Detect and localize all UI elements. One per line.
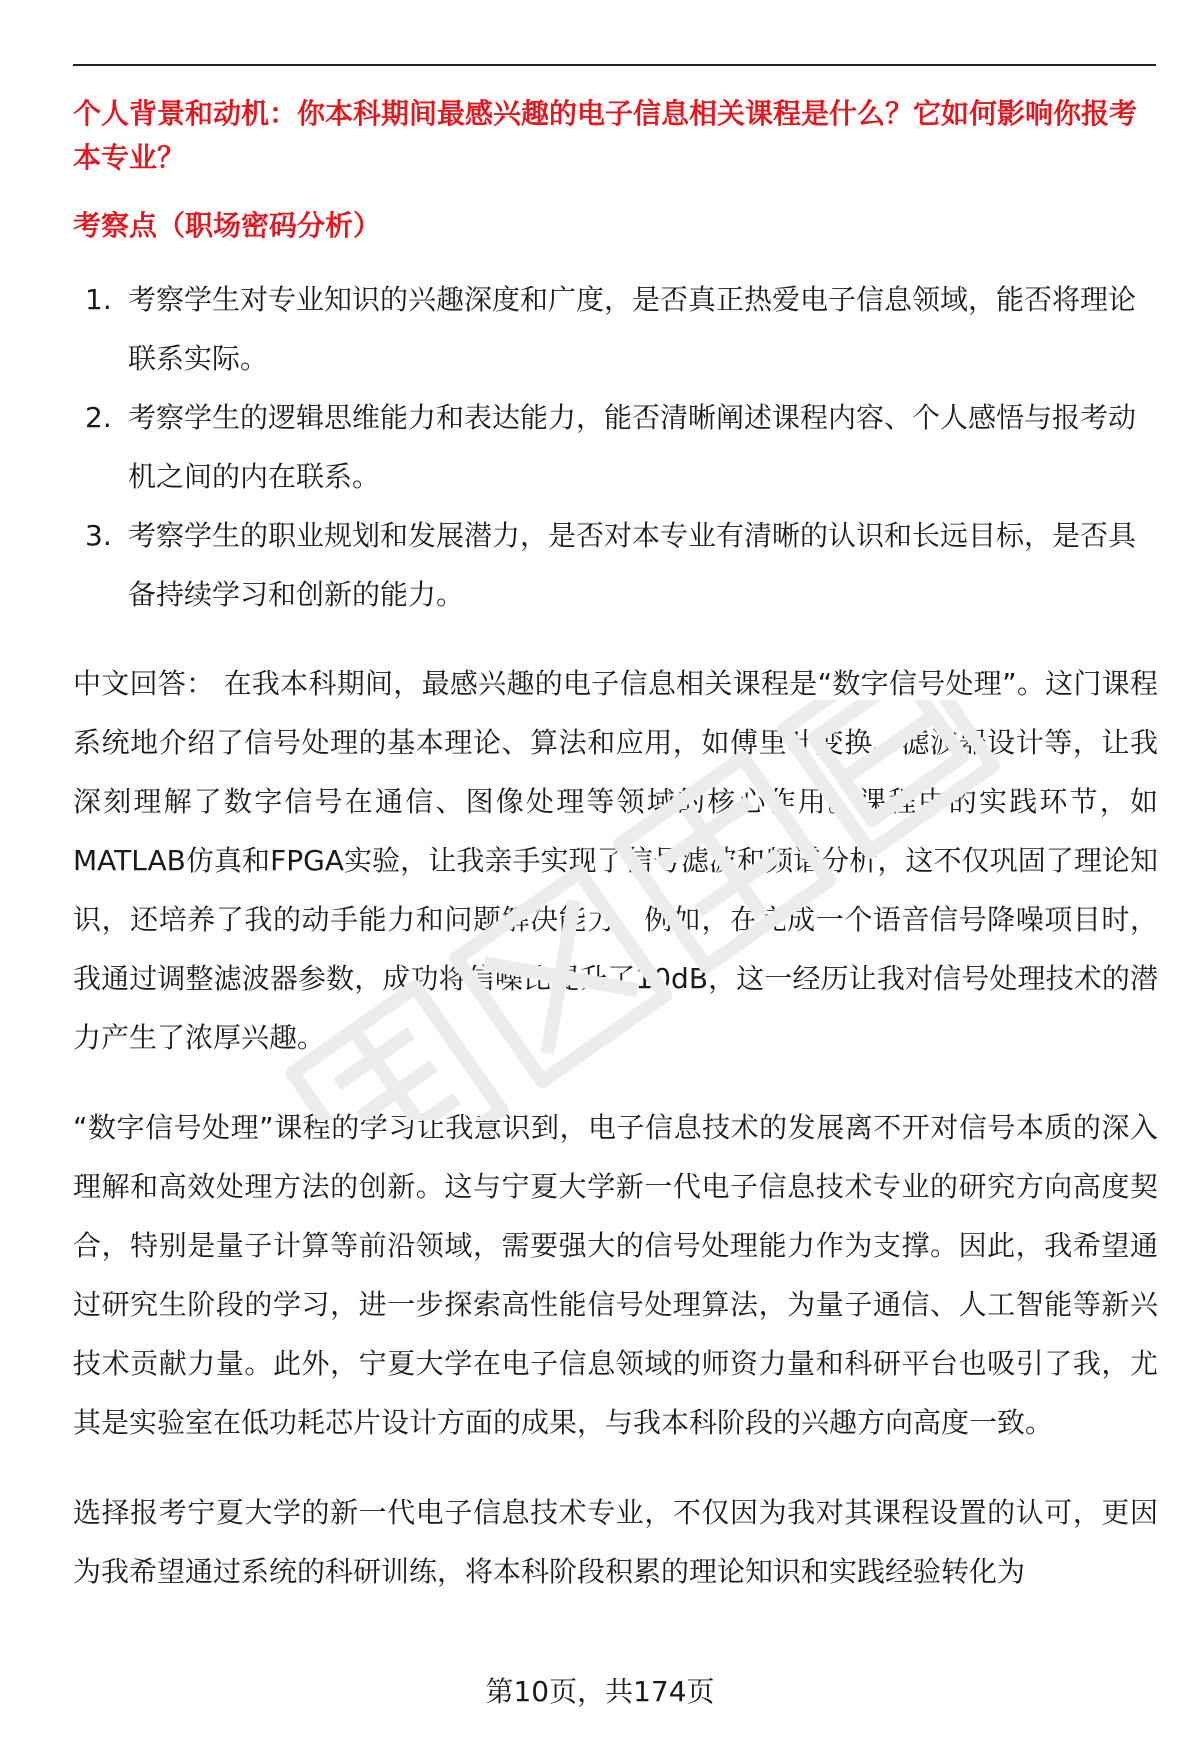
list-item xyxy=(73,506,1158,624)
list-item xyxy=(73,388,1158,506)
header-rule xyxy=(73,64,1156,66)
assessment-points-list xyxy=(73,270,1158,624)
answer-paragraph: 选择报考宁夏大学的新一代电子信息技术专业，不仅因为我对其课程设置的认可，更因为我希望通过系统的科研训练，将本科阶段积累的理论知识和实践经验转化为 xyxy=(73,1496,1158,1588)
answer-paragraph: 中文回答： 在我本科期间，最感兴趣的电子信息相关课程是“数字信号处理”。这门课程系统地介绍了信号处理的基本理论、算法和应用，如傅里叶变换、滤波器设计等，让我深刻理解了数字信号在通信、图像处理等领域的核心作用。课程中的实践环节，如MATLAB仿真和FPGA实验，让我亲手实现了信号滤波和频谱分析，这不仅巩固了理论知识，还培养了我的动手能力和问题解决能力。例如，在完成一个语音信号降噪项目时，我通过调整滤波器参数，成功将信噪比提升了10dB，这一经历让我对信号处理技术的潜力产生了浓厚兴趣。 xyxy=(73,667,1158,1054)
answer-paragraph: “数字信号处理”课程的学习让我意识到，电子信息技术的发展离不开对信号本质的深入理解和高效处理方法的创新。这与宁夏大学新一代电子信息技术专业的研究方向高度契合，特别是量子计算等前沿领域，需要强大的信号处理能力作为支撑。因此，我希望通过研究生阶段的学习，进一步探索高性能信号处理算法，为量子通信、人工智能等新兴技术贡献力量。此外，宁夏大学在电子信息领域的师资力量和科研平台也吸引了我，尤其是实验室在低功耗芯片设计方面的成果，与我本科阶段的兴趣方向高度一致。 xyxy=(73,1111,1158,1439)
document-body xyxy=(73,92,1158,1601)
section-title: 考察点（职场密码分析） xyxy=(73,209,382,242)
list-item-number: 3. xyxy=(85,519,112,552)
page-number-footer: 第10页，共174页 xyxy=(485,1675,715,1708)
list-item-text: 考察学生的职业规划和发展潜力，是否对本专业有清晰的认识和长远目标，是否具备持续学习和创新的能力。 xyxy=(128,519,1137,611)
list-item-text: 考察学生的逻辑思维能力和表达能力，能否清晰阐述课程内容、个人感悟与报考动机之间的内在联系。 xyxy=(128,401,1137,493)
list-item-number: 1. xyxy=(85,283,112,316)
list-item-text: 考察学生对专业知识的兴趣深度和广度，是否真正热爱电子信息领域，能否将理论联系实际。 xyxy=(128,283,1137,375)
list-item xyxy=(73,270,1158,388)
question-heading: 个人背景和动机：你本科期间最感兴趣的电子信息相关课程是什么？它如何影响你报考本专业？ xyxy=(73,97,1138,174)
list-item-number: 2. xyxy=(85,401,112,434)
